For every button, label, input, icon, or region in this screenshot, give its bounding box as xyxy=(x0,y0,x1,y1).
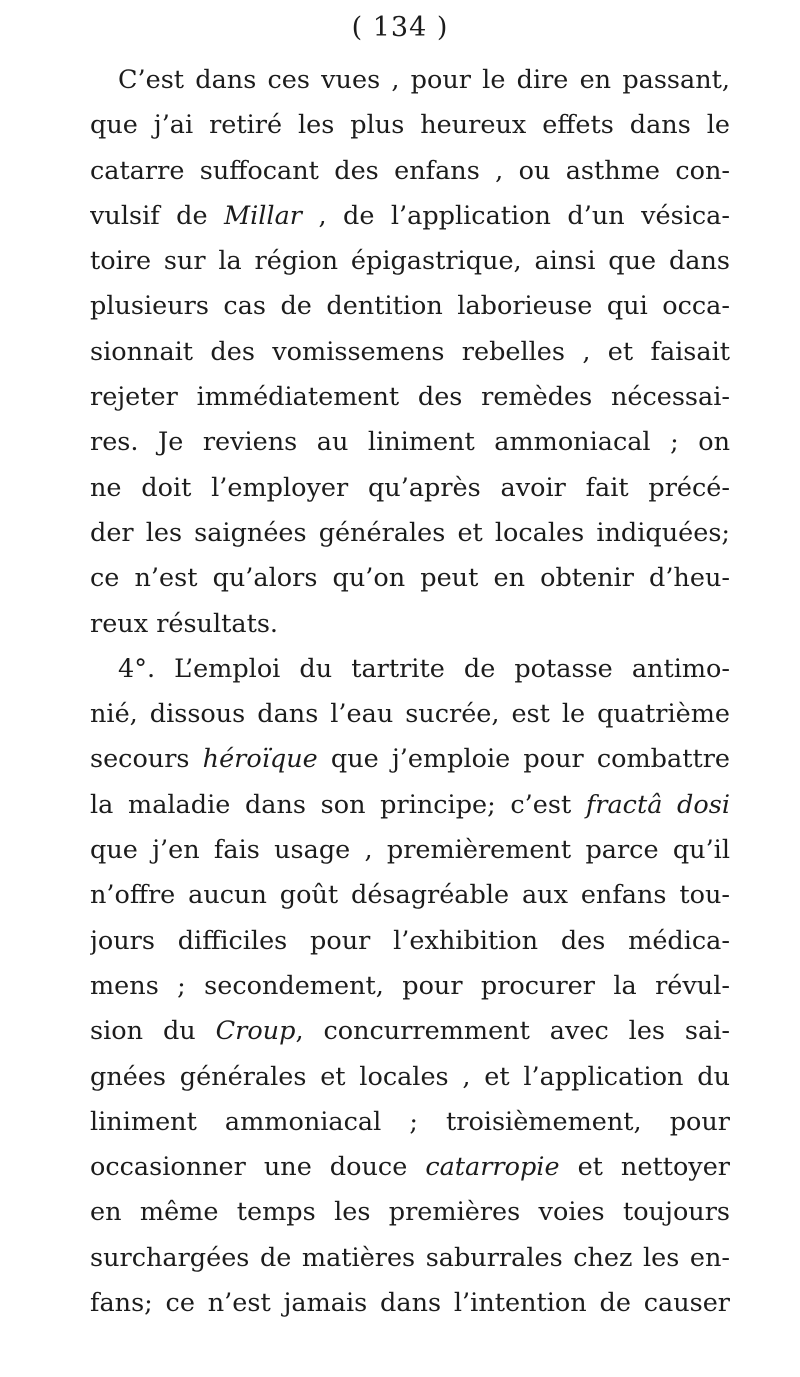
text-line: sion du Croup, concurremment avec les sai- xyxy=(90,1016,730,1047)
text-line: secours héroïque que j’emploie pour combattre xyxy=(90,744,730,775)
italic-word-heroique: héroïque xyxy=(202,744,318,775)
italic-name-millar: Millar xyxy=(224,200,302,231)
text-line: mens ; secondement, pour procurer la révul- xyxy=(90,970,730,1001)
text-line: nié, dissous dans l’eau sucrée, est le quatrième xyxy=(90,699,730,730)
text-line: ne doit l’employer qu’après avoir fait précé- xyxy=(90,472,730,503)
text-line: der les saignées générales et locales indiquées; xyxy=(90,517,730,548)
text-line: 4°. L’emploi du tartrite de potasse antimo- xyxy=(118,653,730,684)
text-line: occasionner une douce catarropie et nettoyer xyxy=(90,1152,730,1183)
text-line: n’offre aucun goût désagréable aux enfans tou- xyxy=(90,880,730,911)
text-line: gnées générales et locales , et l’application du xyxy=(90,1061,730,1092)
text-line: catarre suffocant des enfans , ou asthme con- xyxy=(90,155,730,186)
text-line: liniment ammoniacal ; troisièmement, pour xyxy=(90,1106,730,1137)
text-line: ce n’est qu’alors qu’on peut en obtenir d’heu- xyxy=(90,563,730,594)
text-line: fans; ce n’est jamais dans l’intention de causer xyxy=(90,1288,730,1319)
body-text xyxy=(90,58,730,1326)
page-number: ( 134 ) xyxy=(351,12,449,43)
italic-word-croup: Croup xyxy=(215,1016,296,1047)
text-line: que j’en fais usage , premièrement parce qu’il xyxy=(90,835,730,866)
text-line: toire sur la région épigastrique, ainsi que dans xyxy=(90,246,730,277)
text-line: la maladie dans son principe; c’est fractâ dosi xyxy=(90,789,730,820)
text-line: surchargées de matières saburrales chez les en- xyxy=(90,1242,730,1273)
italic-word-catarropie: catarropie xyxy=(425,1152,560,1183)
text-line: en même temps les premières voies toujours xyxy=(90,1197,730,1228)
text-line: plusieurs cas de dentition laborieuse qui occa- xyxy=(90,291,730,322)
text-line: vulsif de Millar , de l’application d’un vésica- xyxy=(90,200,730,231)
text-line: jours difficiles pour l’exhibition des médica- xyxy=(90,925,730,956)
text-line: res. Je reviens au liniment ammoniacal ; on xyxy=(90,427,730,458)
text-line: C’est dans ces vues , pour le dire en passant, xyxy=(118,65,730,95)
text-line: reux résultats. xyxy=(90,608,279,639)
italic-phrase-fracta-dosi: fractâ dosi xyxy=(585,789,730,820)
text-line: rejeter immédiatement des remèdes nécessai- xyxy=(90,382,730,413)
text-line: que j’ai retiré les plus heureux effets dans le xyxy=(90,110,730,141)
text-line: sionnait des vomissemens rebelles , et faisait xyxy=(90,336,730,367)
